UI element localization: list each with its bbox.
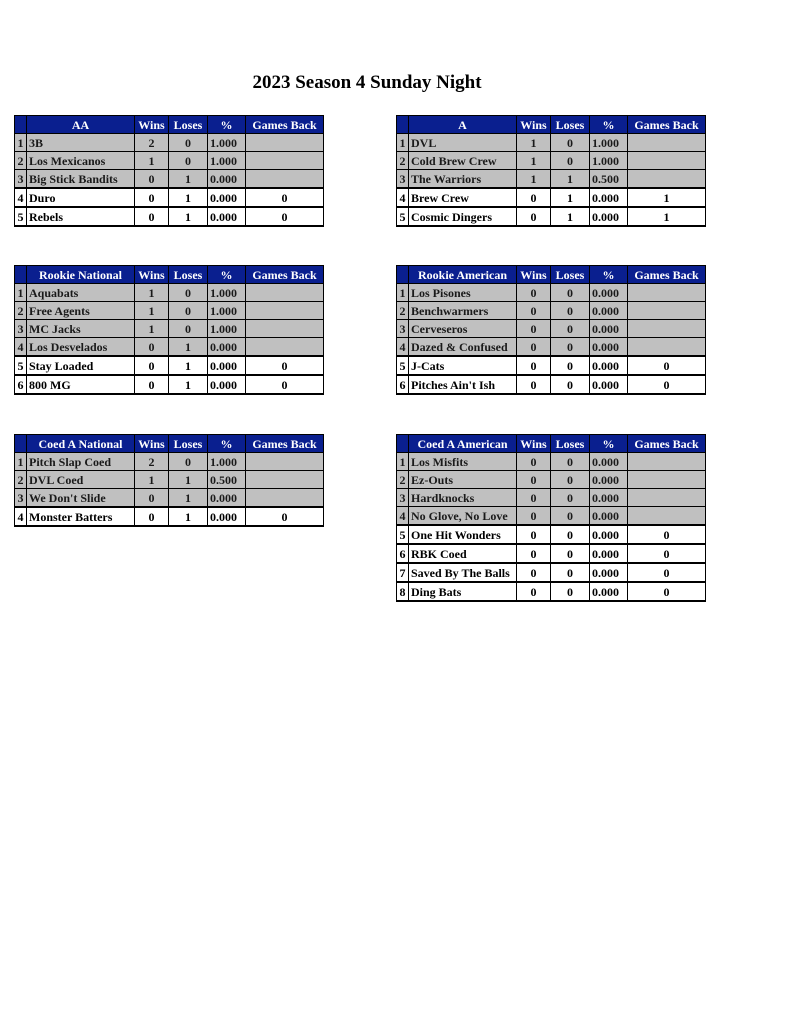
games-back-header: Games Back <box>246 266 324 284</box>
games-back-header: Games Back <box>246 116 324 134</box>
division-name: Coed A National <box>27 435 135 453</box>
wins-cell: 2 <box>135 134 169 152</box>
division-name: A <box>409 116 517 134</box>
games-back-cell <box>628 489 706 507</box>
pct-cell: 0.000 <box>208 507 246 526</box>
division-name: Coed A American <box>409 435 517 453</box>
pct-cell: 0.000 <box>590 582 628 601</box>
table-row <box>397 207 706 226</box>
table-row <box>397 170 706 189</box>
pct-cell: 1.000 <box>590 134 628 152</box>
table-row <box>397 302 706 320</box>
loses-cell: 0 <box>551 302 590 320</box>
wins-cell: 0 <box>517 338 551 357</box>
team-name-cell: One Hit Wonders <box>409 525 517 544</box>
table-row <box>397 489 706 507</box>
rank-header <box>397 266 409 284</box>
table-row <box>397 134 706 152</box>
pct-cell: 0.000 <box>208 207 246 226</box>
games-back-cell <box>246 489 324 508</box>
division-name: AA <box>27 116 135 134</box>
loses-cell: 0 <box>169 302 208 320</box>
table-row <box>15 207 324 226</box>
loses-cell: 0 <box>551 507 590 526</box>
rank-cell: 3 <box>397 489 409 507</box>
table-row <box>15 134 324 152</box>
pct-cell: 0.000 <box>208 188 246 207</box>
pct-cell: 1.000 <box>208 134 246 152</box>
games-back-cell: 0 <box>246 356 324 375</box>
games-back-cell <box>628 471 706 489</box>
games-back-cell <box>246 320 324 338</box>
wins-cell: 0 <box>517 356 551 375</box>
wins-cell: 1 <box>135 284 169 302</box>
pct-cell: 0.000 <box>208 338 246 357</box>
games-back-cell: 0 <box>628 563 706 582</box>
wins-cell: 0 <box>517 544 551 563</box>
pct-header: % <box>208 435 246 453</box>
loses-cell: 0 <box>169 134 208 152</box>
rank-cell: 5 <box>15 356 27 375</box>
table-row <box>397 152 706 170</box>
team-name-cell: Brew Crew <box>409 188 517 207</box>
pct-cell: 0.000 <box>590 207 628 226</box>
pct-cell: 0.000 <box>590 338 628 357</box>
rank-cell: 2 <box>15 302 27 320</box>
loses-cell: 0 <box>169 284 208 302</box>
pct-cell: 0.000 <box>590 356 628 375</box>
games-back-header: Games Back <box>246 435 324 453</box>
games-back-cell: 0 <box>628 582 706 601</box>
loses-cell: 0 <box>551 453 590 471</box>
wins-cell: 0 <box>517 302 551 320</box>
wins-cell: 1 <box>135 152 169 170</box>
wins-cell: 0 <box>135 375 169 394</box>
rank-cell: 2 <box>15 152 27 170</box>
pct-cell: 0.000 <box>208 489 246 508</box>
loses-header: Loses <box>551 266 590 284</box>
games-back-cell <box>628 134 706 152</box>
rank-cell: 3 <box>397 170 409 189</box>
games-back-cell <box>246 152 324 170</box>
wins-cell: 0 <box>517 525 551 544</box>
rank-cell: 1 <box>15 134 27 152</box>
loses-cell: 1 <box>169 356 208 375</box>
standings-table-rookie-national <box>14 265 324 395</box>
games-back-cell <box>628 320 706 338</box>
games-back-cell: 0 <box>246 188 324 207</box>
team-name-cell: J-Cats <box>409 356 517 375</box>
wins-header: Wins <box>517 116 551 134</box>
games-back-cell: 0 <box>246 507 324 526</box>
games-back-cell <box>246 338 324 357</box>
team-name-cell: Ez-Outs <box>409 471 517 489</box>
team-name-cell: MC Jacks <box>27 320 135 338</box>
pct-cell: 0.000 <box>590 525 628 544</box>
table-row <box>15 489 324 508</box>
wins-cell: 0 <box>517 188 551 207</box>
table-row <box>397 284 706 302</box>
loses-cell: 0 <box>551 471 590 489</box>
team-name-cell: Los Misfits <box>409 453 517 471</box>
loses-cell: 0 <box>551 582 590 601</box>
team-name-cell: 3B <box>27 134 135 152</box>
games-back-cell <box>246 453 324 471</box>
loses-cell: 0 <box>551 563 590 582</box>
wins-cell: 0 <box>135 170 169 189</box>
rank-header <box>397 116 409 134</box>
table-row <box>397 563 706 582</box>
games-back-cell <box>628 302 706 320</box>
loses-cell: 1 <box>169 471 208 489</box>
games-back-cell <box>628 507 706 526</box>
table-row <box>397 320 706 338</box>
games-back-cell: 0 <box>628 544 706 563</box>
loses-cell: 1 <box>169 170 208 189</box>
pct-cell: 1.000 <box>208 453 246 471</box>
table-row <box>397 356 706 375</box>
rank-header <box>15 266 27 284</box>
table-row <box>397 544 706 563</box>
wins-cell: 0 <box>517 471 551 489</box>
wins-cell: 0 <box>517 563 551 582</box>
team-name-cell: Los Mexicanos <box>27 152 135 170</box>
wins-cell: 0 <box>517 375 551 394</box>
pct-cell: 0.000 <box>590 302 628 320</box>
standings-table-a <box>396 115 706 227</box>
wins-cell: 1 <box>517 170 551 189</box>
rank-cell: 1 <box>397 134 409 152</box>
wins-cell: 1 <box>135 320 169 338</box>
table-row <box>397 471 706 489</box>
games-back-header: Games Back <box>628 435 706 453</box>
loses-cell: 1 <box>169 188 208 207</box>
wins-header: Wins <box>135 435 169 453</box>
wins-cell: 0 <box>517 207 551 226</box>
games-back-cell <box>246 134 324 152</box>
table-row <box>15 320 324 338</box>
pct-cell: 0.000 <box>590 489 628 507</box>
team-name-cell: Free Agents <box>27 302 135 320</box>
loses-cell: 0 <box>169 152 208 170</box>
wins-cell: 1 <box>135 471 169 489</box>
games-back-cell <box>628 284 706 302</box>
rank-cell: 1 <box>397 284 409 302</box>
games-back-cell <box>246 302 324 320</box>
loses-cell: 0 <box>551 489 590 507</box>
games-back-cell: 0 <box>628 356 706 375</box>
rank-cell: 2 <box>397 471 409 489</box>
games-back-header: Games Back <box>628 116 706 134</box>
games-back-cell: 1 <box>628 188 706 207</box>
pct-cell: 0.000 <box>590 507 628 526</box>
wins-cell: 0 <box>135 489 169 508</box>
team-name-cell: Pitch Slap Coed <box>27 453 135 471</box>
rank-cell: 5 <box>397 525 409 544</box>
table-row <box>15 356 324 375</box>
team-name-cell: Benchwarmers <box>409 302 517 320</box>
division-name: Rookie National <box>27 266 135 284</box>
games-back-cell <box>246 471 324 489</box>
table-row <box>15 507 324 526</box>
wins-header: Wins <box>135 116 169 134</box>
pct-cell: 0.000 <box>208 170 246 189</box>
pct-cell: 1.000 <box>208 302 246 320</box>
table-row <box>15 338 324 357</box>
loses-cell: 1 <box>551 207 590 226</box>
loses-cell: 0 <box>551 356 590 375</box>
rank-cell: 4 <box>397 338 409 357</box>
loses-cell: 0 <box>551 525 590 544</box>
pct-header: % <box>208 116 246 134</box>
rank-header <box>15 435 27 453</box>
pct-cell: 0.000 <box>590 284 628 302</box>
standings-table-coed-a-national <box>14 434 324 527</box>
games-back-cell <box>246 170 324 189</box>
wins-cell: 2 <box>135 453 169 471</box>
pct-cell: 1.000 <box>208 152 246 170</box>
loses-cell: 0 <box>551 284 590 302</box>
standings-table-coed-a-american <box>396 434 706 602</box>
loses-cell: 0 <box>551 152 590 170</box>
table-row <box>397 188 706 207</box>
pct-cell: 1.000 <box>590 152 628 170</box>
games-back-cell: 0 <box>628 375 706 394</box>
pct-header: % <box>590 116 628 134</box>
rank-cell: 3 <box>15 320 27 338</box>
team-name-cell: Cold Brew Crew <box>409 152 517 170</box>
page-title: 2023 Season 4 Sunday Night <box>252 72 482 93</box>
rank-cell: 1 <box>15 284 27 302</box>
team-name-cell: 800 MG <box>27 375 135 394</box>
wins-cell: 0 <box>517 453 551 471</box>
team-name-cell: Ding Bats <box>409 582 517 601</box>
wins-header: Wins <box>517 266 551 284</box>
team-name-cell: Monster Batters <box>27 507 135 526</box>
rank-cell: 3 <box>15 170 27 189</box>
loses-cell: 1 <box>551 170 590 189</box>
pct-cell: 0.000 <box>590 188 628 207</box>
wins-cell: 1 <box>517 134 551 152</box>
wins-cell: 0 <box>135 356 169 375</box>
rank-cell: 8 <box>397 582 409 601</box>
loses-cell: 0 <box>551 375 590 394</box>
wins-cell: 0 <box>135 188 169 207</box>
rank-cell: 4 <box>15 507 27 526</box>
loses-header: Loses <box>169 435 208 453</box>
table-row <box>15 302 324 320</box>
wins-cell: 0 <box>517 320 551 338</box>
games-back-cell <box>628 338 706 357</box>
pct-cell: 0.000 <box>590 320 628 338</box>
team-name-cell: Big Stick Bandits <box>27 170 135 189</box>
games-back-cell: 0 <box>628 525 706 544</box>
pct-cell: 0.000 <box>208 375 246 394</box>
loses-cell: 1 <box>169 375 208 394</box>
pct-cell: 0.000 <box>590 375 628 394</box>
team-name-cell: Duro <box>27 188 135 207</box>
wins-cell: 0 <box>135 507 169 526</box>
team-name-cell: Pitches Ain't Ish <box>409 375 517 394</box>
pct-cell: 0.000 <box>590 563 628 582</box>
rank-cell: 2 <box>15 471 27 489</box>
team-name-cell: Dazed & Confused <box>409 338 517 357</box>
loses-cell: 0 <box>551 134 590 152</box>
rank-cell: 4 <box>15 338 27 357</box>
pct-cell: 0.000 <box>590 471 628 489</box>
loses-cell: 1 <box>169 338 208 357</box>
table-row <box>397 338 706 357</box>
rank-cell: 3 <box>397 320 409 338</box>
loses-header: Loses <box>551 116 590 134</box>
wins-cell: 0 <box>135 338 169 357</box>
loses-header: Loses <box>551 435 590 453</box>
loses-header: Loses <box>169 266 208 284</box>
pct-cell: 0.500 <box>208 471 246 489</box>
table-row <box>397 507 706 526</box>
rank-header <box>15 116 27 134</box>
table-row <box>15 152 324 170</box>
wins-header: Wins <box>135 266 169 284</box>
pct-cell: 0.000 <box>590 544 628 563</box>
table-row <box>15 188 324 207</box>
loses-cell: 0 <box>169 453 208 471</box>
pct-cell: 1.000 <box>208 320 246 338</box>
team-name-cell: We Don't Slide <box>27 489 135 508</box>
loses-cell: 0 <box>169 320 208 338</box>
team-name-cell: Cosmic Dingers <box>409 207 517 226</box>
games-back-cell: 0 <box>246 375 324 394</box>
pct-cell: 0.000 <box>590 453 628 471</box>
team-name-cell: The Warriors <box>409 170 517 189</box>
rank-cell: 5 <box>15 207 27 226</box>
table-row <box>15 284 324 302</box>
team-name-cell: Saved By The Balls <box>409 563 517 582</box>
team-name-cell: DVL <box>409 134 517 152</box>
team-name-cell: Aquabats <box>27 284 135 302</box>
loses-cell: 0 <box>551 338 590 357</box>
wins-header: Wins <box>517 435 551 453</box>
games-back-cell: 1 <box>628 207 706 226</box>
table-row <box>15 453 324 471</box>
standings-table-rookie-american <box>396 265 706 395</box>
table-row <box>397 453 706 471</box>
rank-cell: 2 <box>397 152 409 170</box>
rank-cell: 5 <box>397 207 409 226</box>
wins-cell: 1 <box>135 302 169 320</box>
games-back-cell <box>628 453 706 471</box>
loses-cell: 1 <box>551 188 590 207</box>
wins-cell: 0 <box>517 507 551 526</box>
loses-cell: 1 <box>169 489 208 508</box>
rank-cell: 3 <box>15 489 27 508</box>
rank-cell: 6 <box>397 375 409 394</box>
loses-header: Loses <box>169 116 208 134</box>
wins-cell: 1 <box>517 152 551 170</box>
team-name-cell: Rebels <box>27 207 135 226</box>
table-header-row <box>15 266 324 284</box>
pct-cell: 0.000 <box>208 356 246 375</box>
rank-cell: 7 <box>397 563 409 582</box>
rank-cell: 1 <box>397 453 409 471</box>
team-name-cell: No Glove, No Love <box>409 507 517 526</box>
division-name: Rookie American <box>409 266 517 284</box>
games-back-cell <box>246 284 324 302</box>
loses-cell: 1 <box>169 507 208 526</box>
table-row <box>397 525 706 544</box>
table-row <box>397 582 706 601</box>
table-header-row <box>15 116 324 134</box>
rank-header <box>397 435 409 453</box>
wins-cell: 0 <box>135 207 169 226</box>
rank-cell: 4 <box>397 507 409 526</box>
rank-cell: 1 <box>15 453 27 471</box>
games-back-cell <box>628 170 706 189</box>
team-name-cell: Stay Loaded <box>27 356 135 375</box>
pct-header: % <box>590 435 628 453</box>
pct-cell: 1.000 <box>208 284 246 302</box>
table-header-row <box>397 266 706 284</box>
table-header-row <box>397 435 706 453</box>
loses-cell: 0 <box>551 544 590 563</box>
table-row <box>15 471 324 489</box>
table-header-row <box>15 435 324 453</box>
table-header-row <box>397 116 706 134</box>
team-name-cell: Cerveseros <box>409 320 517 338</box>
rank-cell: 2 <box>397 302 409 320</box>
wins-cell: 0 <box>517 489 551 507</box>
team-name-cell: Los Desvelados <box>27 338 135 357</box>
loses-cell: 0 <box>551 320 590 338</box>
rank-cell: 6 <box>15 375 27 394</box>
loses-cell: 1 <box>169 207 208 226</box>
wins-cell: 0 <box>517 284 551 302</box>
team-name-cell: DVL Coed <box>27 471 135 489</box>
rank-cell: 5 <box>397 356 409 375</box>
games-back-header: Games Back <box>628 266 706 284</box>
rank-cell: 4 <box>397 188 409 207</box>
table-row <box>15 170 324 189</box>
team-name-cell: Hardknocks <box>409 489 517 507</box>
table-row <box>397 375 706 394</box>
team-name-cell: RBK Coed <box>409 544 517 563</box>
games-back-cell <box>628 152 706 170</box>
games-back-cell: 0 <box>246 207 324 226</box>
table-row <box>15 375 324 394</box>
rank-cell: 4 <box>15 188 27 207</box>
pct-cell: 0.500 <box>590 170 628 189</box>
pct-header: % <box>208 266 246 284</box>
rank-cell: 6 <box>397 544 409 563</box>
wins-cell: 0 <box>517 582 551 601</box>
standings-table-aa <box>14 115 324 227</box>
pct-header: % <box>590 266 628 284</box>
team-name-cell: Los Pisones <box>409 284 517 302</box>
